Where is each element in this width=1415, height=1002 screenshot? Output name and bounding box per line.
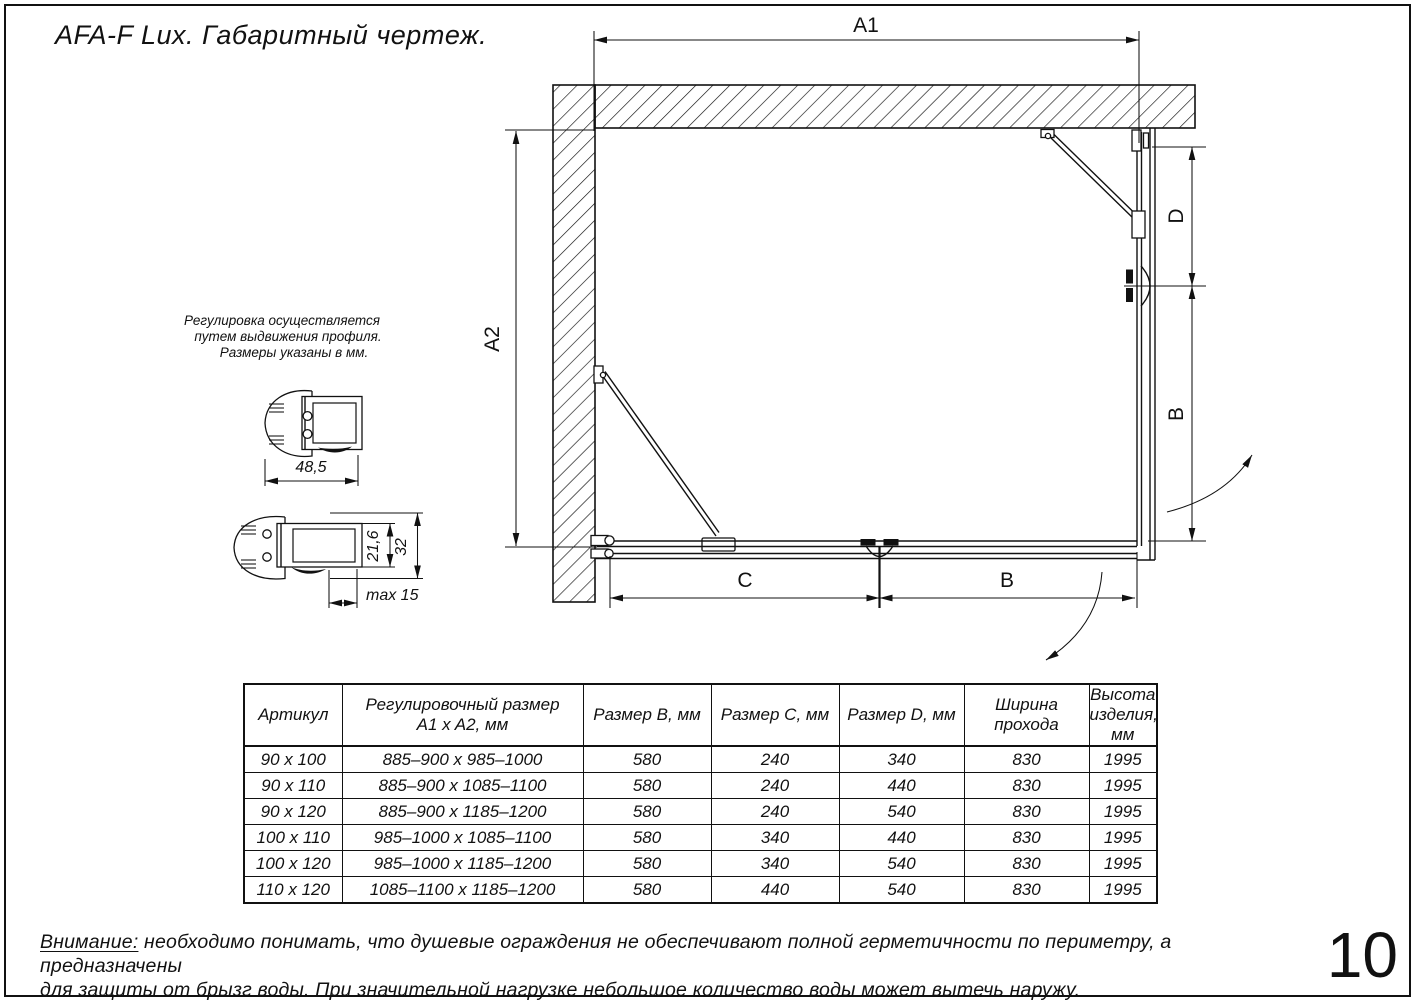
cell-b: 580 [583,746,711,773]
warning-note [40,930,1290,1002]
cell-reg: 885–900 x 985–1000 [342,746,583,773]
cell-height: 1995 [1089,851,1157,877]
cell-c: 240 [711,746,839,773]
cell-artikul: 110 x 120 [244,877,342,904]
page-title: AFA-F Lux. Габаритный чертеж. [55,20,488,50]
dim-label-b-side: B [1165,406,1188,422]
warning-prefix: Внимание: [40,931,139,953]
dim-label-c: C [737,569,753,592]
spec-row [244,746,1157,773]
door-swing-arrow-right [1167,455,1252,512]
enclosure-plan [591,128,1252,660]
cell-c: 340 [711,825,839,851]
cell-reg: 985–1000 x 1185–1200 [342,851,583,877]
dim-label-a1: A1 [853,14,879,37]
cell-height: 1995 [1089,877,1157,904]
cell-pass: 830 [964,825,1089,851]
cell-d: 540 [839,799,964,825]
profile2-inner-label: 21,6 [365,530,382,562]
cell-b: 580 [583,773,711,799]
profile-section-1 [265,391,362,486]
col-reg-line1: Регулировочный размер [365,695,560,715]
col-artikul-label: Артикул [258,705,329,725]
cell-c: 240 [711,773,839,799]
cell-height: 1995 [1089,746,1157,773]
col-reg-size [342,684,583,746]
profile2-max-label: max 15 [366,587,419,604]
cell-d: 540 [839,851,964,877]
cell-d: 440 [839,773,964,799]
cell-b: 580 [583,799,711,825]
col-size-c [711,684,839,746]
col-height [1089,684,1157,746]
cell-b: 580 [583,851,711,877]
warning-line1 [40,930,1290,978]
col-reg-line2: A1 x A2, мм [416,715,509,735]
spec-row [244,877,1157,904]
col-size-b-label: Размер B, мм [593,705,701,725]
left-wall [553,85,595,602]
cell-pass: 830 [964,851,1089,877]
col-artikul [244,684,342,746]
cell-b: 580 [583,877,711,904]
col-pass-line1: Ширина [995,695,1058,715]
cell-artikul: 90 x 110 [244,773,342,799]
warning-line2 [40,978,1290,1002]
cell-reg: 885–900 x 1085–1100 [342,773,583,799]
profile2-outer-label: 32 [393,538,410,556]
cell-pass: 830 [964,877,1089,904]
profile-note-line2: путем выдвижения профиля. [194,329,382,344]
col-pass-line2: прохода [994,715,1059,735]
warning-line1-text: необходимо понимать, что душевые ограждения не обеспечивают полной герметичности по периметру, а предназначены [40,931,1172,977]
hatched-walls [553,85,1195,602]
top-right-brace [1041,130,1149,239]
cell-d: 540 [839,877,964,904]
col-height-line1: Высота [1090,685,1156,704]
profile-note-line3: Размеры указаны в мм. [219,345,369,360]
col-size-c-label: Размер C, мм [720,705,830,725]
col-size-d [839,684,964,746]
cell-pass: 830 [964,746,1089,773]
page-number: 10 [1326,919,1398,991]
cell-c: 440 [711,877,839,904]
cell-height: 1995 [1089,773,1157,799]
col-height-line3: мм [1111,725,1135,745]
cell-artikul: 100 x 120 [244,851,342,877]
cell-d: 340 [839,746,964,773]
spec-row [244,851,1157,877]
cell-reg: 985–1000 x 1085–1100 [342,825,583,851]
dim-label-b-bottom: B [999,569,1015,592]
cell-pass: 830 [964,773,1089,799]
bottom-rail [591,536,1137,559]
spec-row [244,773,1157,799]
cell-d: 440 [839,825,964,851]
cell-b: 580 [583,825,711,851]
cell-height: 1995 [1089,825,1157,851]
door-swing-arrow-bottom [1046,572,1102,660]
cell-artikul: 90 x 100 [244,746,342,773]
bottom-left-brace [594,366,735,551]
cell-c: 340 [711,851,839,877]
col-size-b [583,684,711,746]
spec-row [244,825,1157,851]
spec-row [244,799,1157,825]
cell-artikul: 100 x 110 [244,825,342,851]
col-size-d-label: Размер D, мм [847,705,956,725]
profile-section-2 [234,513,423,608]
col-height-line2: изделия, [1089,705,1158,725]
cell-reg: 1085–1100 x 1185–1200 [342,877,583,904]
cell-pass: 830 [964,799,1089,825]
col-pass-width [964,684,1089,746]
profile-note-line1: Регулировка осуществляется [184,313,380,328]
dim-label-d: D [1165,208,1188,224]
cell-reg: 885–900 x 1185–1200 [342,799,583,825]
warning-line2-text: для защиты от брызг воды. При значительной нагрузке небольшое количество воды может вытечь наружу. [40,979,1081,1001]
profile1-width-label: 48,5 [295,459,327,476]
top-wall [595,85,1195,128]
cell-artikul: 90 x 120 [244,799,342,825]
seal-strip [291,567,326,574]
header-row [244,684,1157,746]
cell-height: 1995 [1089,799,1157,825]
profile-note [184,313,382,360]
cell-c: 240 [711,799,839,825]
dim-label-a2: A2 [481,326,504,352]
dimension-c-b-bottom [610,552,1137,608]
spec-table [243,683,1158,904]
